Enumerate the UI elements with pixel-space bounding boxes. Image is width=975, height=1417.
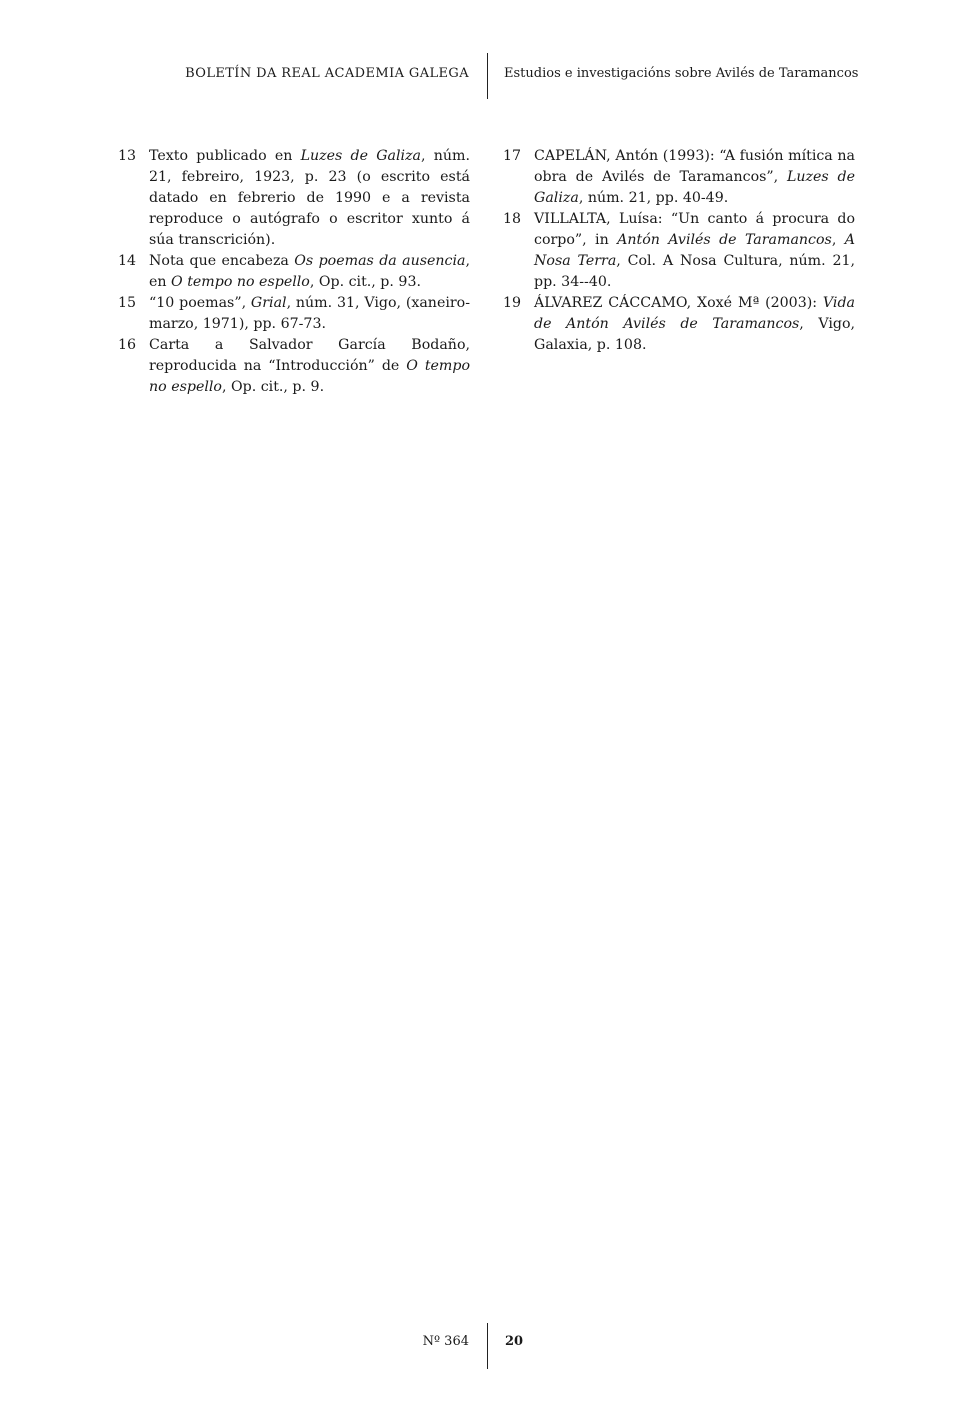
footnote-number: 17: [503, 148, 522, 164]
footnote-13: [118, 146, 470, 251]
footnote-number: 13: [118, 148, 137, 164]
publication-title: Luzes de Galiza: [300, 148, 422, 164]
publication-title: Os poemas da ausencia: [294, 253, 466, 269]
footnote-number: 14: [118, 253, 137, 269]
header-divider: [487, 53, 488, 99]
footnote-16: [118, 335, 470, 398]
footnotes-right-column: [503, 146, 855, 356]
footnote-text: Texto publicado en Luzes de Galiza, núm. 21, febreiro, 1923, p. 23 (o escrito está datado en febrerio de 1990 e a revista reproduce o autógrafo o escritor xunto á súa transcrición).: [149, 148, 470, 248]
publication-title: A Nosa Terra: [534, 232, 855, 269]
publication-title: Grial: [250, 295, 287, 311]
footnote-number: 19: [503, 295, 522, 311]
footnote-19: [503, 293, 855, 356]
footnote-text: Carta a Salvador García Bodaño, reproducida na “Introducción” de O tempo no espello, Op. cit., p. 9.: [149, 337, 470, 395]
publication-title: O tempo no espello: [171, 274, 310, 290]
issue-number: Nº 364: [422, 1334, 469, 1349]
footnote-15: [118, 293, 470, 335]
footnote-text: CAPELÁN, Antón (1993): “A fusión mítica na obra de Avilés de Taramancos”, Luzes de Galiza, núm. 21, pp. 40-49.: [534, 148, 855, 206]
footnotes-left-column: [118, 146, 470, 398]
footnote-18: [503, 209, 855, 293]
footnote-text: ÁLVAREZ CÁCCAMO, Xoxé Mª (2003): Vida de Antón Avilés de Taramancos, Vigo, Galaxia, p. 108.: [534, 295, 855, 353]
section-title: Estudios e investigacións sobre Avilés de Taramancos: [504, 66, 859, 81]
publication-title: Luzes de Galiza: [534, 169, 855, 206]
footer-divider: [487, 1323, 488, 1369]
publication-title: O tempo no espello: [149, 358, 470, 395]
footnote-text: “10 poemas”, Grial, núm. 31, Vigo, (xaneiro-marzo, 1971), pp. 67-73.: [149, 295, 470, 332]
footnote-number: 18: [503, 211, 522, 227]
publication-title: Vida de Antón Avilés de Taramancos: [534, 295, 855, 332]
footnote-17: [503, 146, 855, 209]
page-number: 20: [505, 1334, 524, 1349]
footnote-number: 16: [118, 337, 137, 353]
footnote-text: Nota que encabeza Os poemas da ausencia, en O tempo no espello, Op. cit., p. 93.: [149, 253, 471, 290]
footnote-text: VILLALTA, Luísa: “Un canto á procura do corpo”, in Antón Avilés de Taramancos, A Nosa Terra, Col. A Nosa Cultura, núm. 21, pp. 34--40.: [534, 211, 856, 290]
footnote-number: 15: [118, 295, 137, 311]
journal-title: BOLETÍN DA REAL ACADEMIA GALEGA: [185, 66, 469, 81]
footnote-14: [118, 251, 470, 293]
publication-title: Antón Avilés de Taramancos: [617, 232, 832, 248]
